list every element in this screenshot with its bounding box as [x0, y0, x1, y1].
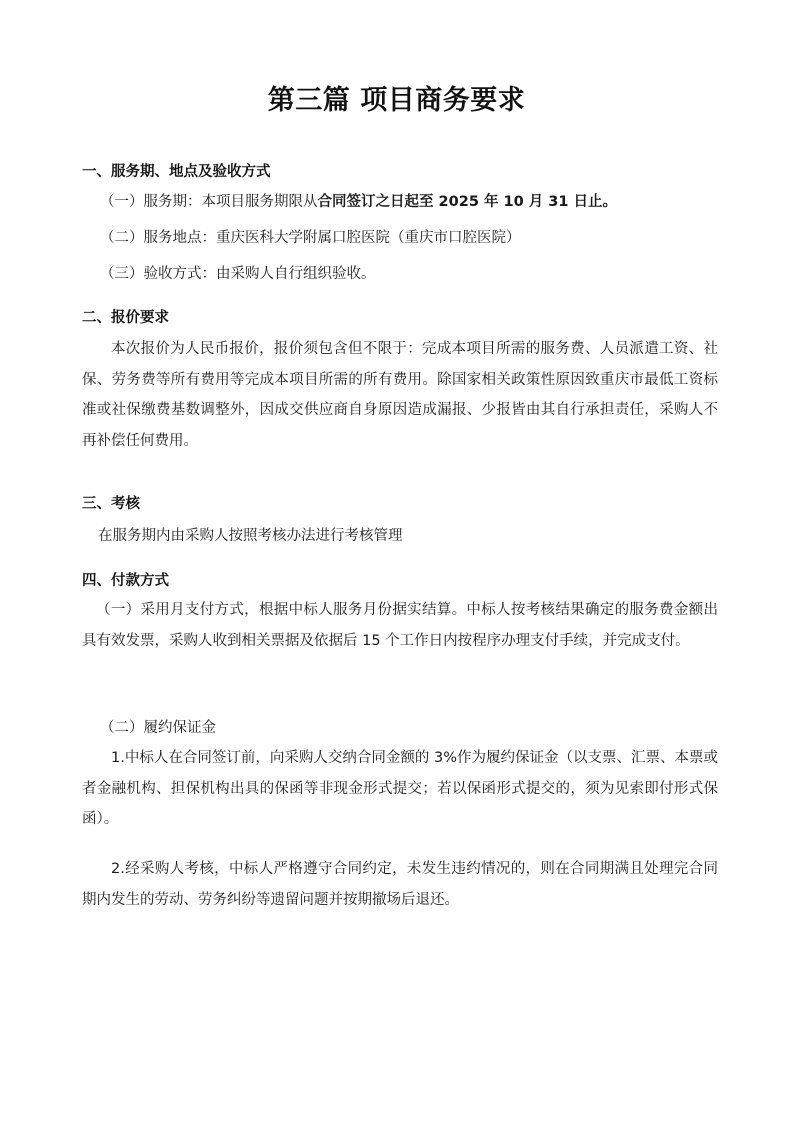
performance-bond-item-2: 2.经采购人考核，中标人严格遵守合同约定，未发生违约情况的，则在合同期满且处理完合同期内发生的劳动、劳务纠纷等遗留问题并按期撤场后退还。 [82, 861, 718, 908]
payment-item-monthly: （一）采用月支付方式，根据中标人服务月份据实结算。中标人按考核结果确定的服务费金额出具有效发票，采购人收到相关票据及依据后 15 个工作日内按程序办理支付手续，并完成支付。 [82, 602, 718, 649]
performance-bond-label: （二）履约保证金 [100, 720, 216, 736]
section-heading: 四、付款方式 [82, 573, 169, 589]
section-heading: 二、报价要求 [82, 310, 169, 326]
section-heading: 三、考核 [82, 496, 140, 512]
section-heading: 一、服务期、地点及验收方式 [82, 164, 271, 180]
service-period-line [100, 190, 617, 211]
quotation-paragraph: 本次报价为人民币报价，报价须包含但不限于：完成本项目所需的服务费、人员派遣工资、社保、劳务费等所有费用等完成本项目所需的所有费用。除国家相关政策性原因致重庆市最低工资标准或社保缴费基数调整外，因成交供应商自身原因造成漏报、少报皆由其自行承担责任，采购人不再补偿任何费用。 [82, 341, 718, 449]
service-period-dates: 合同签订之日起至 2025 年 10 月 31 日止。 [317, 194, 618, 210]
service-location-line: （二）服务地点：重庆医科大学附属口腔医院（重庆市口腔医院） [100, 230, 521, 246]
page-title: 第三篇 项目商务要求 [267, 85, 526, 116]
service-period-prefix: （一）服务期：本项目服务期限从 [100, 194, 318, 210]
performance-bond-item-1: 1.中标人在合同签订前，向采购人交纳合同金额的 3%作为履约保证金（以支票、汇票、本票或者金融机构、担保机构出具的保函等非现金形式提交；若以保函形式提交的，须为见索即付形式保函）。 [82, 750, 718, 827]
assessment-line: 在服务期内由采购人按照考核办法进行考核管理 [98, 528, 403, 544]
acceptance-method-line: （三）验收方式：由采购人自行组织验收。 [100, 266, 376, 282]
